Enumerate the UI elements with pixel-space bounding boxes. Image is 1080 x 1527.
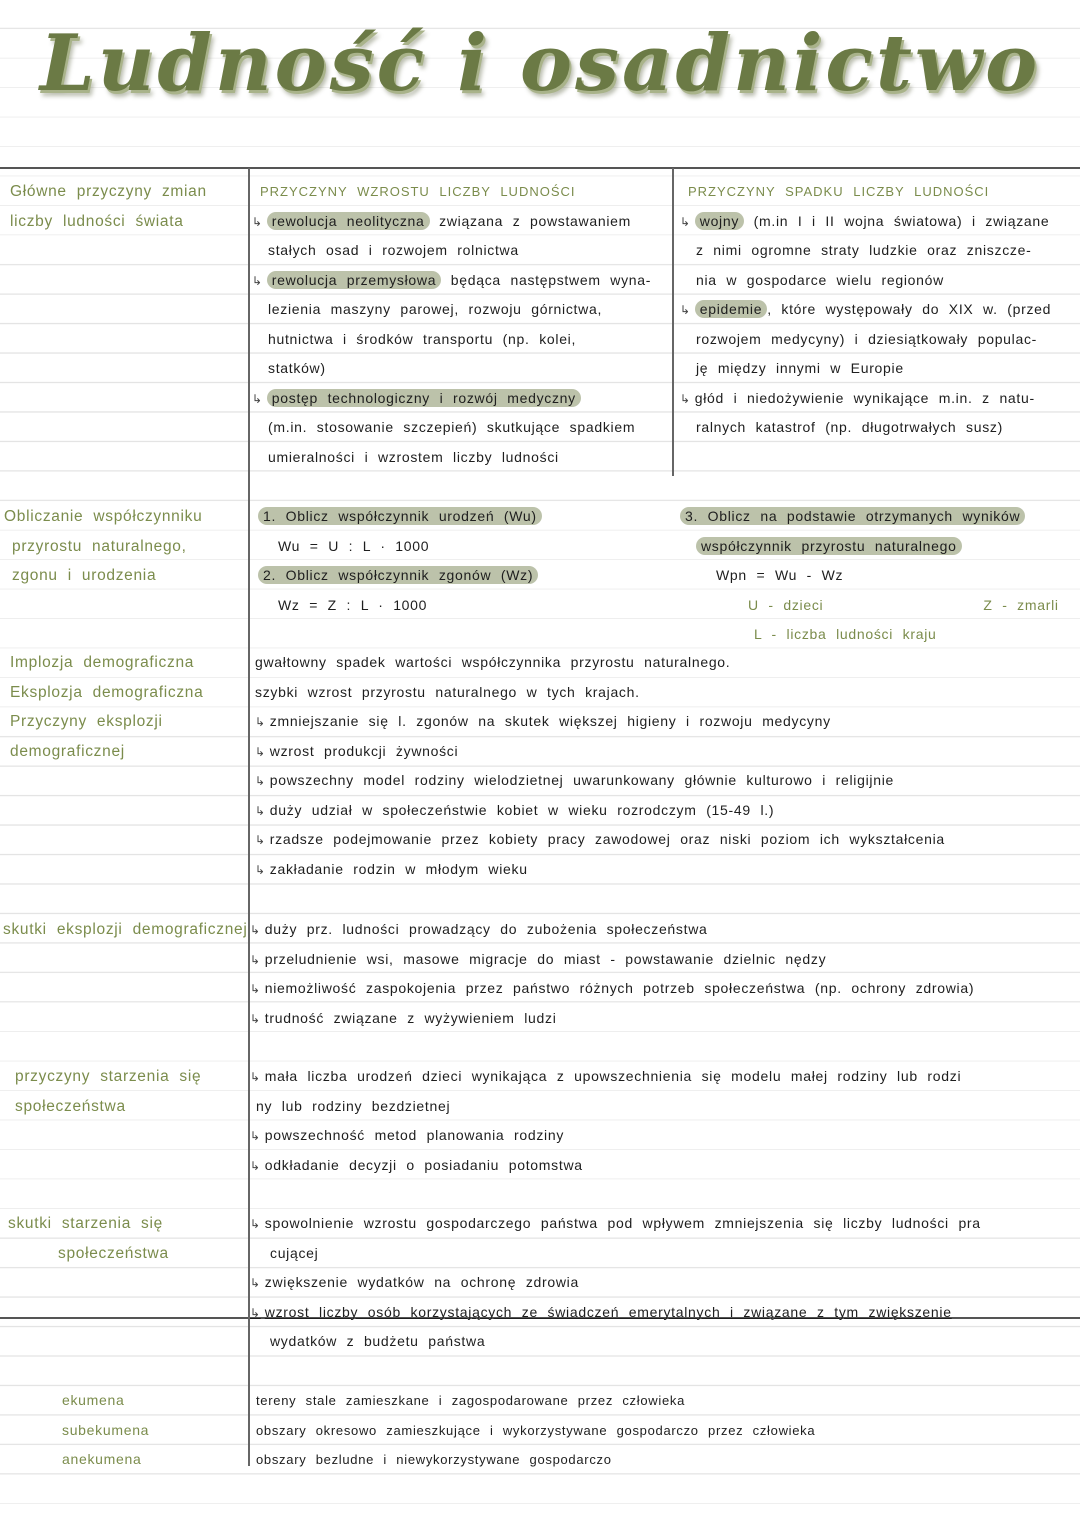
note-line	[252, 295, 670, 325]
note-text: głód i niedożywienie wynikające m.in. z natu-	[694, 389, 1035, 406]
note-line	[680, 561, 1059, 591]
label-line: społeczeństwa	[15, 1097, 126, 1115]
content-column	[256, 1386, 815, 1475]
note-text: obszary bezludne i niewykorzystywane gospodarczo	[256, 1452, 612, 1467]
note-text: (m.in. stosowanie szczepień) skutkujące spadkiem	[268, 419, 636, 435]
arrow-icon: ↳	[252, 273, 263, 288]
arrow-icon: ↳	[250, 1305, 261, 1320]
column-heading	[252, 177, 670, 207]
section-label	[10, 648, 203, 766]
note-text: wzrost produkcji żywności	[269, 742, 459, 759]
note-line	[680, 413, 1080, 443]
note-line	[250, 1239, 981, 1269]
note-line	[255, 707, 945, 737]
section-label	[15, 1062, 201, 1121]
highlighted-term: postęp technologiczny i rozwój medyczny	[267, 389, 581, 407]
arrow-icon: ↳	[255, 862, 266, 877]
label-line: Obliczanie współczynniku	[4, 508, 203, 525]
arrow-icon: ↳	[250, 1070, 261, 1084]
label-line: Eksplozja demograficzna	[10, 683, 204, 701]
arrow-icon: ↳	[250, 1217, 261, 1231]
note-line	[255, 766, 945, 796]
note-text: ję między innymi w Europie	[696, 360, 904, 376]
arrow-icon: ↳	[255, 744, 266, 759]
note-line	[252, 384, 670, 414]
note-text: umieralności i wzrostem liczby ludności	[268, 448, 559, 465]
note-text: niemożliwość zaspokojenia przez państwo różnych potrzeb społeczeństwa (np. ochrony zdrowia)	[264, 980, 975, 996]
label-line: Przyczyny eksplozji	[10, 713, 163, 730]
section-label	[10, 177, 207, 236]
note-line	[252, 354, 670, 384]
note-line	[258, 532, 542, 562]
note-line	[680, 532, 1059, 562]
note-line	[255, 678, 945, 708]
note-line	[252, 443, 670, 473]
note-text: (m.in I i II wojna światowa) i związane	[744, 212, 1050, 229]
note-line	[680, 325, 1080, 355]
section-label	[62, 1386, 149, 1475]
note-line	[258, 591, 542, 621]
note-text: rzadsze podejmowanie przez kobiety pracy zawodowej oraz niski poziom ich wykształcenia	[269, 831, 945, 847]
note-line	[256, 1445, 815, 1475]
note-line	[252, 207, 670, 237]
note-text: zwiększenie wydatków na ochronę zdrowia	[264, 1274, 579, 1290]
note-text: szybki wzrost przyrostu naturalnego w tych krajach.	[255, 683, 640, 700]
note-line	[252, 266, 670, 296]
note-text: PRZYCZYNY SPADKU LICZBY LUDNOŚCI	[688, 184, 990, 199]
note-line	[680, 384, 1080, 414]
note-line	[680, 620, 1059, 650]
label-line: skutki starzenia się	[8, 1215, 163, 1232]
note-line	[250, 1209, 981, 1239]
note-text: lezienia maszyny parowej, rozwoju górnictwa,	[268, 301, 603, 317]
note-text: Wz = Z : L · 1000	[278, 596, 428, 613]
note-text: powszechność metod planowania rodziny	[264, 1127, 565, 1143]
label-line: demograficznej	[10, 742, 125, 760]
label-line: Główne przyczyny zmian	[10, 183, 207, 200]
content-column	[250, 1062, 961, 1180]
arrow-icon: ↳	[250, 982, 261, 996]
arrow-icon: ↳	[255, 803, 266, 818]
note-text: duży prz. ludności prowadzący do zubożenia społeczeństwa	[264, 921, 708, 937]
note-line	[250, 1298, 981, 1328]
highlighted-term: 3. Oblicz na podstawie otrzymanych wyników	[680, 507, 1025, 525]
note-text: PRZYCZYNY WZROSTU LICZBY LUDNOŚCI	[260, 184, 576, 199]
content-column	[680, 177, 1080, 443]
note-line	[255, 796, 945, 826]
note-text: Wpn = Wu - Wz	[716, 567, 844, 583]
highlighted-term: 1. Oblicz współczynnik urodzeń (Wu)	[258, 507, 542, 525]
highlighted-term: 2. Oblicz współczynnik zgonów (Wz)	[258, 566, 538, 584]
arrow-icon: ↳	[680, 303, 691, 317]
page-title: Ludność i osadnictwo	[39, 18, 1041, 109]
note-line	[680, 266, 1080, 296]
arrow-icon: ↳	[255, 715, 266, 729]
note-text: mała liczba urodzeń dzieci wynikająca z upowszechnienia się modelu małej rodziny lub rodzi	[264, 1068, 962, 1084]
note-line	[680, 207, 1080, 237]
arrow-icon: ↳	[250, 1011, 261, 1026]
note-line	[250, 1004, 974, 1034]
label-line: Implozja demograficzna	[10, 654, 195, 671]
note-line	[250, 915, 974, 945]
note-text: Wu = U : L · 1000	[278, 537, 430, 554]
arrow-icon: ↳	[255, 833, 266, 847]
note-line	[255, 737, 945, 767]
note-line	[255, 648, 945, 678]
note-line	[255, 855, 945, 885]
note-text: zakładanie rodzin w młodym wieku	[269, 860, 528, 877]
arrow-icon: ↳	[250, 923, 261, 937]
note-text: duży udział w społeczeństwie kobiet w wieku rozrodczym (15-49 l.)	[269, 801, 775, 818]
label-line: zgonu i urodzenia	[12, 567, 157, 584]
note-text: hutnictwa i środków transportu (np. kolei,	[268, 330, 577, 347]
note-text: gwałtowny spadek wartości współczynnika przyrostu naturalnego.	[255, 654, 731, 670]
note-line	[255, 825, 945, 855]
note-line	[250, 974, 974, 1004]
note-line	[252, 236, 670, 266]
note-line	[680, 502, 1059, 532]
section-label	[3, 915, 247, 945]
note-line	[250, 1092, 961, 1122]
column-divider-growth	[672, 168, 674, 476]
section-label	[8, 1209, 169, 1268]
note-line	[680, 591, 1059, 621]
note-line	[256, 1386, 815, 1416]
label-line: ekumena	[62, 1392, 125, 1408]
note-text: odkładanie decyzji o posiadaniu potomstwa	[264, 1156, 583, 1173]
column-heading	[680, 177, 1080, 207]
highlighted-term: epidemie	[695, 300, 767, 318]
content-column	[250, 915, 974, 1033]
note-line	[252, 325, 670, 355]
note-line	[256, 1416, 815, 1446]
note-text: przeludnienie wsi, masowe migracje do miast - powstawanie dzielnic nędzy	[264, 950, 827, 967]
label-line: społeczeństwa	[58, 1244, 169, 1262]
note-text: wzrost liczby osób korzystających ze świadczeń emerytalnych i związane z tym zwiększenie	[264, 1303, 952, 1320]
note-text: wydatków z budżetu państwa	[270, 1333, 486, 1349]
divider-top	[0, 167, 1080, 169]
note-line	[250, 1151, 961, 1181]
note-line	[680, 295, 1080, 325]
note-text: statków)	[268, 360, 326, 376]
note-line	[680, 236, 1080, 266]
arrow-icon: ↳	[250, 1158, 261, 1173]
label-line: skutki eksplozji demograficznej	[3, 921, 248, 938]
highlighted-term: rewolucja neolityczna	[267, 212, 430, 230]
note-text: trudność związane z wyżywieniem ludzi	[264, 1009, 557, 1026]
arrow-icon: ↳	[255, 774, 266, 788]
note-text: rozwojem medycyny) i dziesiątkowały populac-	[696, 330, 1038, 347]
arrow-icon: ↳	[252, 214, 263, 229]
arrow-icon: ↳	[250, 952, 261, 967]
content-column	[250, 1209, 981, 1357]
arrow-icon: ↳	[680, 391, 691, 406]
section-label	[4, 502, 202, 591]
note-text: L - liczba ludności kraju	[754, 626, 937, 642]
arrow-icon: ↳	[250, 1129, 261, 1143]
label-line: anekumena	[62, 1451, 142, 1467]
note-line	[252, 413, 670, 443]
note-text: Z - zmarli	[983, 596, 1059, 613]
arrow-icon: ↳	[250, 1276, 261, 1290]
note-line	[680, 354, 1080, 384]
label-line: liczby ludności świata	[10, 212, 184, 230]
note-text: ny lub rodziny bezdzietnej	[256, 1097, 451, 1114]
label-line: przyrostu naturalnego,	[12, 537, 187, 555]
note-text: U - dzieci	[748, 596, 824, 613]
note-line	[250, 1327, 981, 1357]
note-line	[258, 561, 542, 591]
note-text: nia w gospodarce wielu regionów	[696, 271, 944, 288]
arrow-icon: ↳	[252, 391, 263, 406]
note-text: ralnych katastrof (np. długotrwałych susz)	[696, 419, 1003, 435]
note-line	[250, 1062, 961, 1092]
note-line	[258, 502, 542, 532]
note-text: cującej	[270, 1244, 319, 1261]
label-line: subekumena	[62, 1421, 150, 1438]
content-column	[258, 502, 542, 620]
highlighted-term: wojny	[695, 212, 744, 230]
highlighted-term: rewolucja przemysłowa	[267, 271, 441, 289]
note-text: , które występowały do XIX w. (przed	[767, 301, 1052, 317]
note-text: związana z powstawaniem	[429, 212, 631, 229]
note-text: będąca następstwem wyna-	[441, 271, 652, 288]
note-text: powszechny model rodziny wielodzietnej uwarunkowany głównie kulturowo i religijnie	[269, 772, 894, 788]
content-column	[255, 648, 945, 884]
content-column	[252, 177, 670, 472]
highlighted-term: współczynnik przyrostu naturalnego	[696, 537, 962, 555]
note-text: z nimi ogromne straty ludzkie oraz zniszcze-	[696, 242, 1032, 258]
note-line	[250, 1268, 981, 1298]
label-line: przyczyny starzenia się	[15, 1068, 202, 1085]
content-column	[680, 502, 1059, 650]
note-text: zmniejszanie się l. zgonów na skutek większej higieny i rozwoju medycyny	[269, 713, 831, 729]
arrow-icon: ↳	[680, 214, 691, 229]
note-line	[250, 945, 974, 975]
note-text: tereny stale zamieszkane i zagospodarowane przez człowieka	[256, 1393, 686, 1408]
note-text: spowolnienie wzrostu gospodarczego państwa pod wpływem zmniejszenia się liczby ludności pra	[264, 1215, 981, 1231]
note-line	[250, 1121, 961, 1151]
note-text: stałych osad i rozwojem rolnictwa	[268, 242, 519, 258]
note-text: obszary okresowo zamieszkujące i wykorzystywane gospodarczo przez człowieka	[256, 1422, 816, 1438]
